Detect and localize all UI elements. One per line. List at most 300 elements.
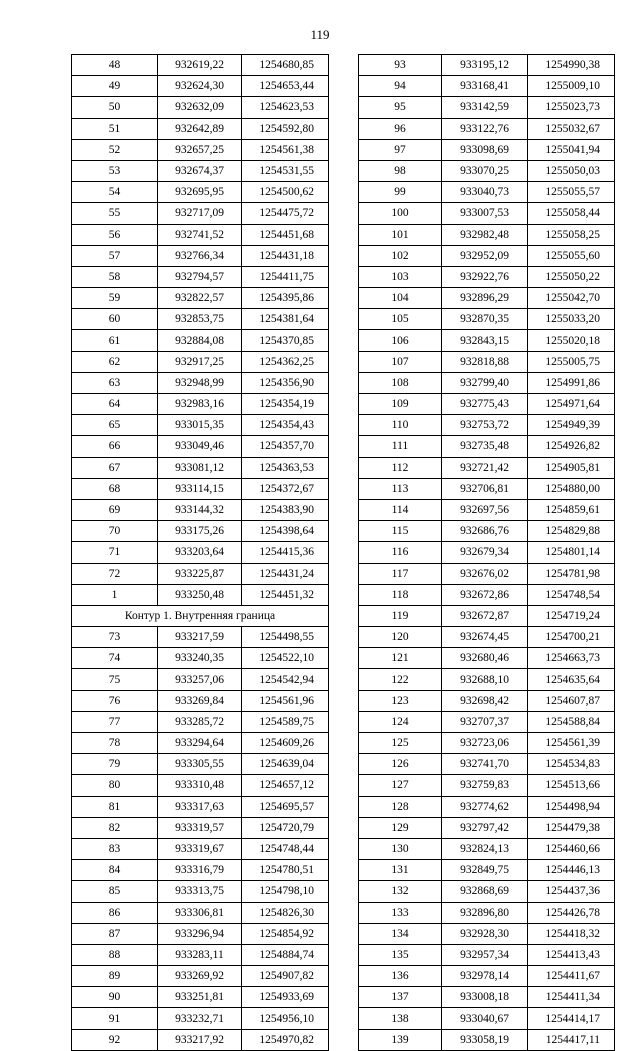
x-coordinate-cell: 932982,48 <box>442 224 528 245</box>
x-coordinate-cell: 933232,71 <box>158 1008 242 1029</box>
x-coordinate-cell: 932799,40 <box>442 372 528 393</box>
y-coordinate-cell: 1255058,25 <box>528 224 615 245</box>
table-row <box>72 584 329 605</box>
point-number-cell: 102 <box>359 245 442 266</box>
table-row <box>72 1008 329 1029</box>
x-coordinate-cell: 932697,56 <box>442 499 528 520</box>
y-coordinate-cell: 1254413,43 <box>528 944 615 965</box>
table-row <box>72 266 329 287</box>
table-row <box>72 1029 329 1050</box>
x-coordinate-cell: 932619,22 <box>158 55 242 76</box>
x-coordinate-cell: 932884,08 <box>158 330 242 351</box>
point-number-cell: 85 <box>72 881 158 902</box>
point-number-cell: 121 <box>359 648 442 669</box>
x-coordinate-cell: 932774,62 <box>442 796 528 817</box>
table-row <box>72 627 329 648</box>
y-coordinate-cell: 1254411,67 <box>528 966 615 987</box>
x-coordinate-cell: 932753,72 <box>442 415 528 436</box>
point-number-cell: 118 <box>359 584 442 605</box>
y-coordinate-cell: 1254780,51 <box>242 860 329 881</box>
table-row <box>72 372 329 393</box>
y-coordinate-cell: 1255033,20 <box>528 309 615 330</box>
point-number-cell: 58 <box>72 266 158 287</box>
point-number-cell: 111 <box>359 436 442 457</box>
x-coordinate-cell: 933058,19 <box>442 1029 528 1050</box>
y-coordinate-cell: 1254362,25 <box>242 351 329 372</box>
x-coordinate-cell: 932849,75 <box>442 860 528 881</box>
x-coordinate-cell: 933296,94 <box>158 923 242 944</box>
point-number-cell: 131 <box>359 860 442 881</box>
x-coordinate-cell: 933144,32 <box>158 499 242 520</box>
point-number-cell: 97 <box>359 139 442 160</box>
y-coordinate-cell: 1254561,39 <box>528 733 615 754</box>
x-coordinate-cell: 933098,69 <box>442 139 528 160</box>
x-coordinate-cell: 932759,83 <box>442 775 528 796</box>
point-number-cell: 51 <box>72 118 158 139</box>
coordinates-table-left <box>71 54 329 1051</box>
y-coordinate-cell: 1255020,18 <box>528 330 615 351</box>
point-number-cell: 71 <box>72 542 158 563</box>
y-coordinate-cell: 1254623,53 <box>242 97 329 118</box>
point-number-cell: 137 <box>359 987 442 1008</box>
table-row <box>72 796 329 817</box>
point-number-cell: 80 <box>72 775 158 796</box>
x-coordinate-cell: 933257,06 <box>158 669 242 690</box>
y-coordinate-cell: 1254498,94 <box>528 796 615 817</box>
x-coordinate-cell: 932928,30 <box>442 923 528 944</box>
point-number-cell: 92 <box>72 1029 158 1050</box>
table-row <box>359 627 615 648</box>
x-coordinate-cell: 932917,25 <box>158 351 242 372</box>
point-number-cell: 48 <box>72 55 158 76</box>
x-coordinate-cell: 933316,79 <box>158 860 242 881</box>
x-coordinate-cell: 933283,11 <box>158 944 242 965</box>
table-row <box>359 245 615 266</box>
table-row <box>359 457 615 478</box>
x-coordinate-cell: 932657,25 <box>158 139 242 160</box>
point-number-cell: 128 <box>359 796 442 817</box>
point-number-cell: 133 <box>359 902 442 923</box>
x-coordinate-cell: 932723,06 <box>442 733 528 754</box>
x-coordinate-cell: 932818,88 <box>442 351 528 372</box>
point-number-cell: 96 <box>359 118 442 139</box>
x-coordinate-cell: 932679,34 <box>442 542 528 563</box>
x-coordinate-cell: 933122,76 <box>442 118 528 139</box>
x-coordinate-cell: 933049,46 <box>158 436 242 457</box>
y-coordinate-cell: 1254592,80 <box>242 118 329 139</box>
table-row <box>72 711 329 732</box>
y-coordinate-cell: 1254801,14 <box>528 542 615 563</box>
y-coordinate-cell: 1254415,36 <box>242 542 329 563</box>
x-coordinate-cell: 932672,87 <box>442 605 528 626</box>
point-number-cell: 91 <box>72 1008 158 1029</box>
table-row <box>72 563 329 584</box>
table-row <box>359 1008 615 1029</box>
y-coordinate-cell: 1255058,44 <box>528 203 615 224</box>
point-number-cell: 62 <box>72 351 158 372</box>
x-coordinate-cell: 933269,92 <box>158 966 242 987</box>
point-number-cell: 63 <box>72 372 158 393</box>
x-coordinate-cell: 933195,12 <box>442 55 528 76</box>
y-coordinate-cell: 1255023,73 <box>528 97 615 118</box>
table-row <box>72 881 329 902</box>
table-row <box>72 118 329 139</box>
table-row <box>359 266 615 287</box>
point-number-cell: 116 <box>359 542 442 563</box>
point-number-cell: 120 <box>359 627 442 648</box>
point-number-cell: 87 <box>72 923 158 944</box>
x-coordinate-cell: 933319,57 <box>158 817 242 838</box>
y-coordinate-cell: 1254653,44 <box>242 76 329 97</box>
y-coordinate-cell: 1254781,98 <box>528 563 615 584</box>
table-row <box>72 394 329 415</box>
x-coordinate-cell: 932717,09 <box>158 203 242 224</box>
table-row <box>72 754 329 775</box>
table-row <box>359 309 615 330</box>
table-row <box>359 118 615 139</box>
point-number-cell: 94 <box>359 76 442 97</box>
table-row <box>359 542 615 563</box>
table-row <box>72 288 329 309</box>
table-row <box>72 944 329 965</box>
table-row <box>72 987 329 1008</box>
x-coordinate-cell: 933175,26 <box>158 521 242 542</box>
y-coordinate-cell: 1254859,61 <box>528 499 615 520</box>
y-coordinate-cell: 1254418,32 <box>528 923 615 944</box>
table-row <box>72 838 329 859</box>
point-number-cell: 89 <box>72 966 158 987</box>
x-coordinate-cell: 933269,84 <box>158 690 242 711</box>
x-coordinate-cell: 932706,81 <box>442 478 528 499</box>
y-coordinate-cell: 1254479,38 <box>528 817 615 838</box>
point-number-cell: 99 <box>359 182 442 203</box>
point-number-cell: 117 <box>359 563 442 584</box>
table-row <box>359 648 615 669</box>
y-coordinate-cell: 1254561,96 <box>242 690 329 711</box>
point-number-cell: 61 <box>72 330 158 351</box>
x-coordinate-cell: 932707,37 <box>442 711 528 732</box>
point-number-cell: 139 <box>359 1029 442 1050</box>
table-row <box>359 711 615 732</box>
point-number-cell: 90 <box>72 987 158 1008</box>
x-coordinate-cell: 932721,42 <box>442 457 528 478</box>
point-number-cell: 53 <box>72 160 158 181</box>
y-coordinate-cell: 1254933,69 <box>242 987 329 1008</box>
table-row <box>72 648 329 669</box>
table-row <box>359 76 615 97</box>
point-number-cell: 136 <box>359 966 442 987</box>
point-number-cell: 93 <box>359 55 442 76</box>
table-row <box>359 902 615 923</box>
table-row <box>359 987 615 1008</box>
table-row <box>72 224 329 245</box>
y-coordinate-cell: 1254417,11 <box>528 1029 615 1050</box>
table-row <box>359 415 615 436</box>
y-coordinate-cell: 1254991,86 <box>528 372 615 393</box>
x-coordinate-cell: 933306,81 <box>158 902 242 923</box>
point-number-cell: 57 <box>72 245 158 266</box>
x-coordinate-cell: 932797,42 <box>442 817 528 838</box>
point-number-cell: 55 <box>72 203 158 224</box>
table-row <box>359 944 615 965</box>
table-row <box>72 669 329 690</box>
x-coordinate-cell: 933305,55 <box>158 754 242 775</box>
point-number-cell: 79 <box>72 754 158 775</box>
x-coordinate-cell: 933070,25 <box>442 160 528 181</box>
point-number-cell: 77 <box>72 711 158 732</box>
table-row <box>359 436 615 457</box>
y-coordinate-cell: 1254905,81 <box>528 457 615 478</box>
x-coordinate-cell: 932948,99 <box>158 372 242 393</box>
table-row <box>72 203 329 224</box>
x-coordinate-cell: 933225,87 <box>158 563 242 584</box>
table-row <box>359 690 615 711</box>
table-row <box>359 923 615 944</box>
coordinates-table-right <box>358 54 615 1051</box>
table-row <box>359 817 615 838</box>
y-coordinate-cell: 1254356,90 <box>242 372 329 393</box>
table-row <box>72 542 329 563</box>
table-row <box>72 436 329 457</box>
table-row <box>72 966 329 987</box>
x-coordinate-cell: 932868,69 <box>442 881 528 902</box>
table-row <box>359 224 615 245</box>
x-coordinate-cell: 932766,34 <box>158 245 242 266</box>
x-coordinate-cell: 933240,35 <box>158 648 242 669</box>
table-row <box>359 394 615 415</box>
point-number-cell: 127 <box>359 775 442 796</box>
y-coordinate-cell: 1254431,18 <box>242 245 329 266</box>
x-coordinate-cell: 932698,42 <box>442 690 528 711</box>
point-number-cell: 134 <box>359 923 442 944</box>
y-coordinate-cell: 1255055,60 <box>528 245 615 266</box>
x-coordinate-cell: 932775,43 <box>442 394 528 415</box>
y-coordinate-cell: 1254354,19 <box>242 394 329 415</box>
point-number-cell: 84 <box>72 860 158 881</box>
y-coordinate-cell: 1254907,82 <box>242 966 329 987</box>
y-coordinate-cell: 1254854,92 <box>242 923 329 944</box>
y-coordinate-cell: 1254748,44 <box>242 838 329 859</box>
x-coordinate-cell: 933168,41 <box>442 76 528 97</box>
point-number-cell: 125 <box>359 733 442 754</box>
table-row <box>72 478 329 499</box>
point-number-cell: 82 <box>72 817 158 838</box>
x-coordinate-cell: 932688,10 <box>442 669 528 690</box>
x-coordinate-cell: 933015,35 <box>158 415 242 436</box>
table-row <box>359 203 615 224</box>
x-coordinate-cell: 932983,16 <box>158 394 242 415</box>
table-row <box>359 796 615 817</box>
table-row <box>359 372 615 393</box>
y-coordinate-cell: 1254970,82 <box>242 1029 329 1050</box>
table-row <box>359 605 615 626</box>
point-number-cell: 138 <box>359 1008 442 1029</box>
y-coordinate-cell: 1254971,64 <box>528 394 615 415</box>
table-row <box>359 330 615 351</box>
y-coordinate-cell: 1254695,57 <box>242 796 329 817</box>
table-row <box>72 182 329 203</box>
table-row <box>72 351 329 372</box>
y-coordinate-cell: 1254798,10 <box>242 881 329 902</box>
table-row <box>72 415 329 436</box>
x-coordinate-cell: 932822,57 <box>158 288 242 309</box>
section-heading: Контур 1. Внутренняя граница <box>72 605 329 626</box>
x-coordinate-cell: 933313,75 <box>158 881 242 902</box>
x-coordinate-cell: 932686,76 <box>442 521 528 542</box>
table-row <box>72 55 329 76</box>
y-coordinate-cell: 1254884,74 <box>242 944 329 965</box>
point-number-cell: 49 <box>72 76 158 97</box>
x-coordinate-cell: 933203,64 <box>158 542 242 563</box>
x-coordinate-cell: 932794,57 <box>158 266 242 287</box>
table-row <box>72 457 329 478</box>
y-coordinate-cell: 1254719,24 <box>528 605 615 626</box>
table-row <box>359 669 615 690</box>
point-number-cell: 98 <box>359 160 442 181</box>
table-row <box>72 817 329 838</box>
table-row <box>72 521 329 542</box>
x-coordinate-cell: 933081,12 <box>158 457 242 478</box>
table-row <box>359 1029 615 1050</box>
y-coordinate-cell: 1254700,21 <box>528 627 615 648</box>
y-coordinate-cell: 1254826,30 <box>242 902 329 923</box>
x-coordinate-cell: 932680,46 <box>442 648 528 669</box>
point-number-cell: 122 <box>359 669 442 690</box>
point-number-cell: 74 <box>72 648 158 669</box>
y-coordinate-cell: 1254370,85 <box>242 330 329 351</box>
table-row <box>359 478 615 499</box>
x-coordinate-cell: 932843,15 <box>442 330 528 351</box>
point-number-cell: 76 <box>72 690 158 711</box>
y-coordinate-cell: 1255042,70 <box>528 288 615 309</box>
point-number-cell: 66 <box>72 436 158 457</box>
x-coordinate-cell: 933285,72 <box>158 711 242 732</box>
y-coordinate-cell: 1254363,53 <box>242 457 329 478</box>
y-coordinate-cell: 1254411,75 <box>242 266 329 287</box>
y-coordinate-cell: 1254437,36 <box>528 881 615 902</box>
point-number-cell: 70 <box>72 521 158 542</box>
y-coordinate-cell: 1254372,67 <box>242 478 329 499</box>
table-row <box>359 139 615 160</box>
point-number-cell: 72 <box>72 563 158 584</box>
y-coordinate-cell: 1254475,72 <box>242 203 329 224</box>
y-coordinate-cell: 1254522,10 <box>242 648 329 669</box>
x-coordinate-cell: 932922,76 <box>442 266 528 287</box>
point-number-cell: 132 <box>359 881 442 902</box>
point-number-cell: 81 <box>72 796 158 817</box>
y-coordinate-cell: 1254357,70 <box>242 436 329 457</box>
y-coordinate-cell: 1254451,68 <box>242 224 329 245</box>
x-coordinate-cell: 932896,29 <box>442 288 528 309</box>
table-row <box>72 775 329 796</box>
x-coordinate-cell: 933040,73 <box>442 182 528 203</box>
y-coordinate-cell: 1254498,55 <box>242 627 329 648</box>
y-coordinate-cell: 1255041,94 <box>528 139 615 160</box>
point-number-cell: 110 <box>359 415 442 436</box>
y-coordinate-cell: 1254748,54 <box>528 584 615 605</box>
table-row <box>359 733 615 754</box>
table-row <box>72 160 329 181</box>
point-number-cell: 75 <box>72 669 158 690</box>
table-row <box>359 182 615 203</box>
y-coordinate-cell: 1254411,34 <box>528 987 615 1008</box>
y-coordinate-cell: 1254446,13 <box>528 860 615 881</box>
x-coordinate-cell: 933251,81 <box>158 987 242 1008</box>
y-coordinate-cell: 1254381,64 <box>242 309 329 330</box>
point-number-cell: 64 <box>72 394 158 415</box>
y-coordinate-cell: 1254542,94 <box>242 669 329 690</box>
y-coordinate-cell: 1254531,55 <box>242 160 329 181</box>
point-number-cell: 100 <box>359 203 442 224</box>
point-number-cell: 124 <box>359 711 442 732</box>
x-coordinate-cell: 933217,59 <box>158 627 242 648</box>
table-row <box>72 923 329 944</box>
y-coordinate-cell: 1254561,38 <box>242 139 329 160</box>
x-coordinate-cell: 933250,48 <box>158 584 242 605</box>
page-number: 119 <box>310 27 330 42</box>
y-coordinate-cell: 1255005,75 <box>528 351 615 372</box>
x-coordinate-cell: 932642,89 <box>158 118 242 139</box>
point-number-cell: 129 <box>359 817 442 838</box>
table-row <box>359 499 615 520</box>
x-coordinate-cell: 932952,09 <box>442 245 528 266</box>
x-coordinate-cell: 932624,30 <box>158 76 242 97</box>
table-row <box>72 605 329 626</box>
x-coordinate-cell: 933008,18 <box>442 987 528 1008</box>
y-coordinate-cell: 1254949,39 <box>528 415 615 436</box>
y-coordinate-cell: 1254451,32 <box>242 584 329 605</box>
point-number-cell: 106 <box>359 330 442 351</box>
point-number-cell: 65 <box>72 415 158 436</box>
point-number-cell: 78 <box>72 733 158 754</box>
y-coordinate-cell: 1254414,17 <box>528 1008 615 1029</box>
point-number-cell: 108 <box>359 372 442 393</box>
table-row <box>359 775 615 796</box>
point-number-cell: 103 <box>359 266 442 287</box>
y-coordinate-cell: 1255050,22 <box>528 266 615 287</box>
y-coordinate-cell: 1254395,86 <box>242 288 329 309</box>
y-coordinate-cell: 1254383,90 <box>242 499 329 520</box>
table-row <box>72 76 329 97</box>
x-coordinate-cell: 932853,75 <box>158 309 242 330</box>
x-coordinate-cell: 932674,37 <box>158 160 242 181</box>
y-coordinate-cell: 1254589,75 <box>242 711 329 732</box>
table-row <box>72 245 329 266</box>
x-coordinate-cell: 933007,53 <box>442 203 528 224</box>
table-row <box>72 139 329 160</box>
y-coordinate-cell: 1255055,57 <box>528 182 615 203</box>
y-coordinate-cell: 1254990,38 <box>528 55 615 76</box>
point-number-cell: 54 <box>72 182 158 203</box>
x-coordinate-cell: 932741,52 <box>158 224 242 245</box>
x-coordinate-cell: 933142,59 <box>442 97 528 118</box>
table-row <box>359 351 615 372</box>
point-number-cell: 56 <box>72 224 158 245</box>
table-row <box>72 690 329 711</box>
point-number-cell: 130 <box>359 838 442 859</box>
point-number-cell: 88 <box>72 944 158 965</box>
x-coordinate-cell: 932978,14 <box>442 966 528 987</box>
point-number-cell: 50 <box>72 97 158 118</box>
y-coordinate-cell: 1254607,87 <box>528 690 615 711</box>
x-coordinate-cell: 933310,48 <box>158 775 242 796</box>
point-number-cell: 115 <box>359 521 442 542</box>
x-coordinate-cell: 933217,92 <box>158 1029 242 1050</box>
point-number-cell: 52 <box>72 139 158 160</box>
table-row <box>72 330 329 351</box>
x-coordinate-cell: 932735,48 <box>442 436 528 457</box>
x-coordinate-cell: 933317,63 <box>158 796 242 817</box>
